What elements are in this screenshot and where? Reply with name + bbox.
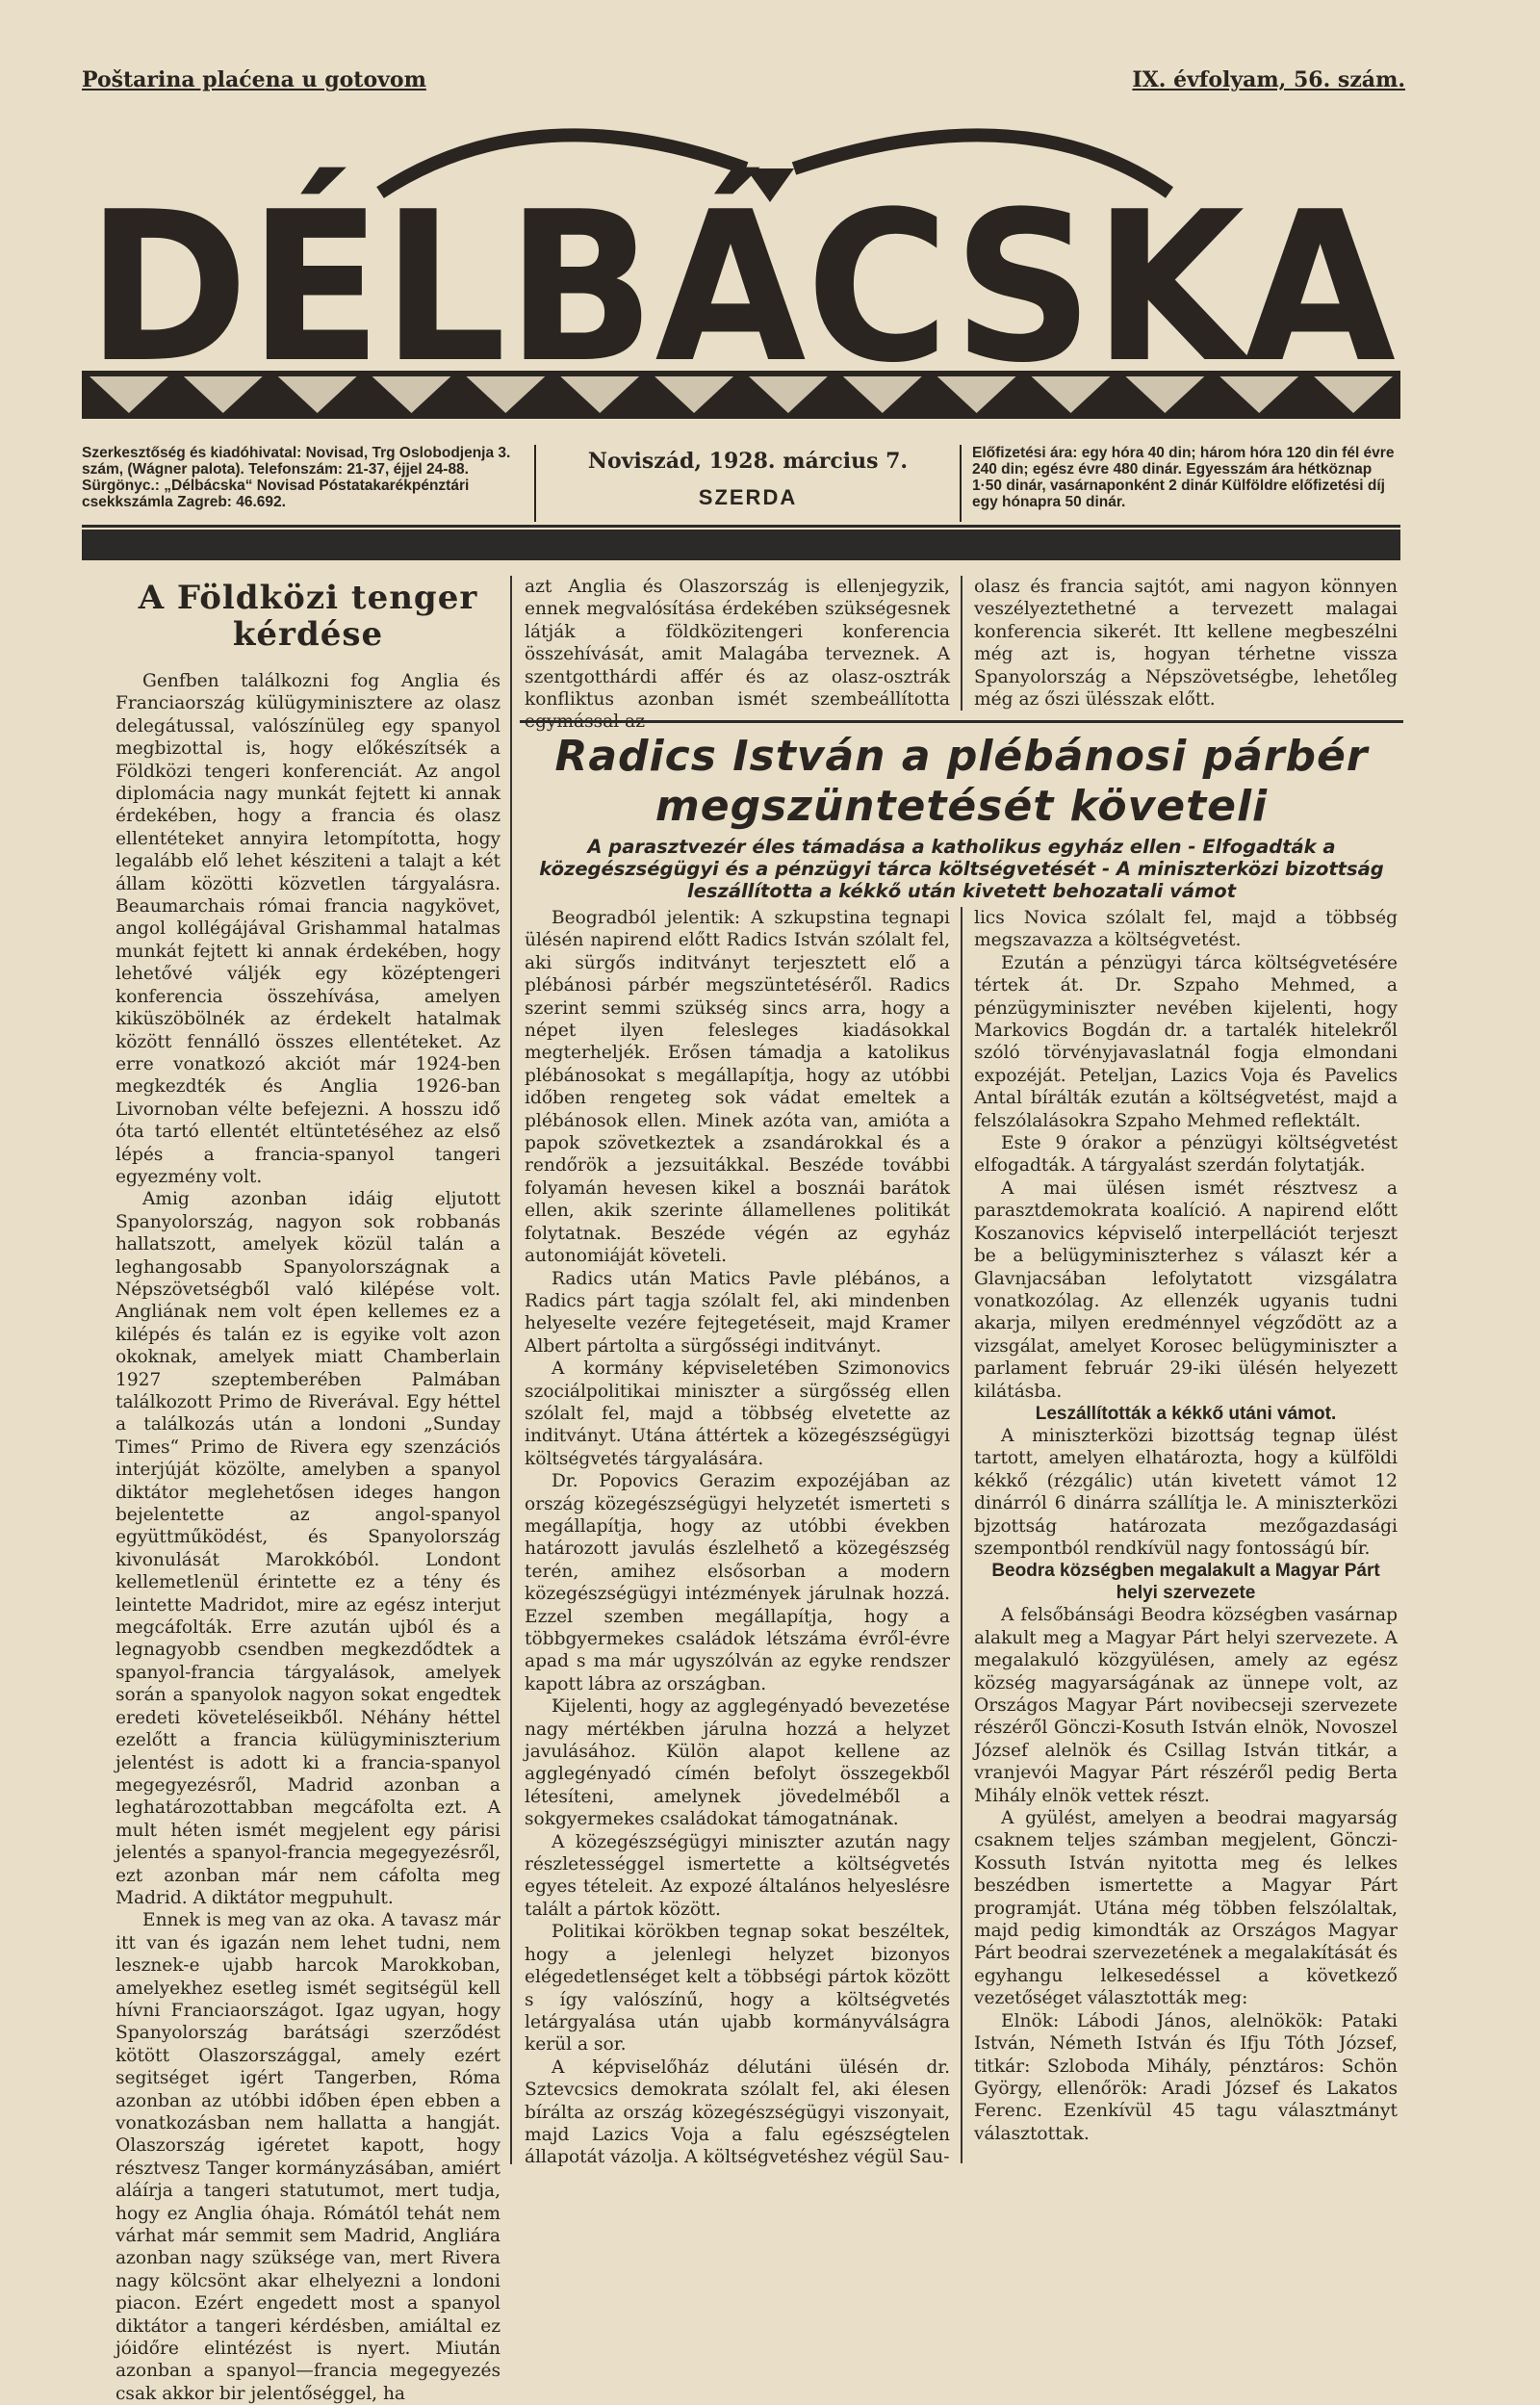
article-paragraph: A közegészségügyi miniszter azután nagy részletességgel ismertette a költségvetés egyes tételeit. Az expozé általános helyeslésre talált a pártok között. <box>525 1831 950 1920</box>
masthead-logo <box>82 111 1400 428</box>
volume-number: IX. évfolyam, 56. szám. <box>1132 67 1405 92</box>
masthead <box>82 111 1400 428</box>
postage-note: Poštarina plaćena u gotovom <box>82 67 426 92</box>
sub-headline: A parasztvezér éles támadása a katholikus egyház ellen - Elfogadták a közegészségügyi és a pénzügyi tárca költségvetését - A miniszterközi bizottság leszállította a kékkő után kivetett behozatali vámot <box>539 836 1384 902</box>
column-divider <box>961 576 962 711</box>
article-paragraph: Amig azonban idáig eljutott Spanyolország, nagyon sok robbanás hallatszott, amelyek közül talán a leghangosabb Spanyolországnak a Népszövetségből való kilépése volt. Angliának nem volt épen kellemes ez a kilépés és talán ez is egyike volt azon okoknak, amelyek miatt Chamberlain 1927 szeptemberében Palmában találkozott Primo de Riverával. Egy héttel a találkozás után a londoni „Sunday Times“ Primo de Rivera egy szenzációs interjúját közölte, amelyben a spanyol diktátor meglehetősen ideges hangon bejelentette az angol-spanyol együttműködést, és Spanyolország kivonulását Marokkóból. Londont kellemetlenül érintette ez a tény és leintette Madridot, mire az egész interjut megcáfolták. Erre azután ujból és a legnagyobb csendben megkezdődtek a spanyol-francia tárgyalások, amelyek során a spanyolok nagyon sokat engedtek eredeti követeléseikből. Néhány héttel ezelőtt a francia külügyminiszterium jelentést is adott ki a francia-spanyol megegyezésről, Madrid azonban a leghatározottabban megcáfolta ezt. A mult héten ismét megjelent egy párisi jelentés a spanyol-francia megegyezésről, ezt azonban már nem cáfolta meg Madrid. A diktátor megpuhult. <box>116 1189 500 1908</box>
article-paragraph: Radics után Matics Pavle plébános, a Radics párt tagja szólalt fel, aki mindenben helyeselte vezére fejtegetéseit, majd Kramer Albert pártolta a sürgősségi inditványt. <box>525 1268 950 1357</box>
article-paragraph: A felsőbánsági Beodra községben vasárnap alakult meg a Magyar Párt helyi szervezete. A megalakuló közgyülésen, amely az egész község magyarságának az ünnepe volt, az Országos Magyar Párt novibecseji szervezete részéről Gönczi-Kosuth István elnök, Novoszel József alelnök és Csillag István titkár, a vranjevói Magyar Párt részéről pedig Berta Mihály elnök vettek részt. <box>974 1605 1398 1806</box>
article-paragraph: Elnök: Lábodi János, alelnökök: Pataki István, Németh István és Ifju Tóth József, titkár: Szloboda Mihály, pénztáros: Schön György, ellenőrök: Aradi József és Lakatos Ferenc. Ezenkívül 45 tagu választmányt választottak. <box>974 2010 1398 2144</box>
article-title: A Földközi tenger kérdése <box>138 579 478 654</box>
article-paragraph: Genfben találkozni fog Anglia és Franciaország külügyminisztere az olasz delegátussal, valószínüleg egy spanyol megbizottal is, hogy előkészítsék a Földközi tengeri konferenciát. Az angol diplomácia nagy munkát fejtett ki annak érdekében, hogy a francia és olasz ellentéteket annyira letompította, hogy legalább elő lehet késziteni a talajt a két állam közötti közvetlen tárgyalásra. Beaumarchais római francia nagykövet, angol kollégájával Grishammal hatalmas munkát fejtett ki annak érdekében, hogy lehetővé váljék egy középtengeri konferencia összehívása, amelyen kiküszöbölnék az érdekelt hatalmak között fennálló összes ellentéteket. Az erre vonatkozó akciót már 1924-ben megkezdték és Anglia 1926-ban Livornoban vélte befejezni. A hosszu idő óta tartó ellentét eltüntetéséhez az első lépés a francia-spanyol tangeri egyezmény volt. <box>116 671 500 1187</box>
column-divider <box>510 576 512 2164</box>
article-paragraph: lics Novica szólalt fel, majd a többség megszavazza a költségvetést. <box>974 908 1398 951</box>
article-paragraph: Este 9 órakor a pénzügyi költségvetést elfogadták. A tárgyalást szerdán folytatják. <box>974 1133 1398 1177</box>
subheading: Leszállították a kékkő utáni vámot. <box>1035 1403 1337 1424</box>
subscription-info: Előfizetési ára: egy hóra 40 din; három hóra 120 din fél évre 240 din; egész évre 480 dinár. Egyesszám ára hétköznap 1·50 dinár, vasárnaponként 2 dinár Külföldre előfizetési díj egy hónapra 50 dinár. <box>972 445 1395 510</box>
heavy-divider <box>82 530 1400 560</box>
info-bar <box>82 445 1400 527</box>
article-paragraph: Politikai körökben tegnap sokat beszéltek, hogy a jelenlegi helyzet bizonyos elégedetlenséget kelt a többségi pártok között s így valószínű, hogy a költségvetés letárgyalása után ujabb kormányválságra kerül a sor. <box>525 1922 950 2056</box>
article-paragraph: A gyülést, amelyen a beodrai magyarság csaknem teljes számban megjelent, Gönczi-Kossuth István nyitotta meg és lelkes beszédben ismertette a Magyar Párt programját. Utána még többen felszólaltak, majd pedig kimondták az Országos Magyar Párt beodrai szervezetének a megalakítását és egyhangu lelkesedéssel a következő vezetőséget választották meg: <box>974 1808 1398 2009</box>
article-paragraph: Beogradból jelentik: A szkupstina tegnapi ülésén napirend előtt Radics István szólalt fel, aki sürgős inditványt terjesztett elő a plébánosi párbér megszüntetéséről. Radics szerint semmi szükség sincs arra, hogy a népet ilyen felesleges kiadásokkal megterheljék. Erősen támadja a katolikus plébánosokat s megállapítja, hogy az utóbbi időben rengeteg sok vádat emeltek a plébánosok ellen. Minek azóta van, amióta a papok szövetkeztek a zsandárokkal és a rendőrök a jezsuitákkal. Beszéde további folyamán hevesen kikel a bosznái barátok ellen, akik szerinte államellenes politikát folytatnak. Beszéde végén az egyház autonomiáját követeli. <box>525 908 950 1267</box>
masthead-title: DÉLBÁCSKA <box>87 167 1400 408</box>
main-headline: Radics István a plébánosi párbér megszüntetését követeli <box>554 732 1369 831</box>
article-paragraph: Ezután a pénzügyi tárca költségvetésére tértek át. Dr. Szpaho Mehmed, a pénzügyminiszter nevében kijelenti, hogy Markovics Bogdán dr. a tartalék hitelekről szóló törvényjavaslatnál fogja elmondani expozéját. Peteljan, Lazics Voja és Pavelics Antal bírálták ezután a költségvetést, majd a felszólalásokra Szpaho Mehmed reflektált. <box>974 952 1398 1131</box>
top-line <box>82 67 1405 96</box>
article-paragraph: Ennek is meg van az oka. A tavasz már itt van és igazán nem lehet tudni, nem lesznek-e ujabb harcok Marokkoban, amelyekhez esetleg ismét segitségül kell hívni Franciaországot. Igaz ugyan, hogy Spanyolország barátsági szerződést kötött Olaszországgal, amely ezért segitséget igért Tangerben, Róma azonban az utóbbi időben épen ebben a vonatkozásban nem hallatta a hangját. Olaszország igéretet kapott, hogy résztvesz Tanger kormányzásában, amiért aláírja a tangeri statutumot, mert tudja, hogy ez Anglia óhaja. Rómától tehát nem várhat már semmit sem Madrid, Angliára azonban nagy szüksége van, mert Rivera nagy kölcsönt akar elhelyezni a londoni piacon. Ezért engedett most a spanyol diktátor a tangeri kérdésben, amiáltal ez jóidőre elintézést is nyert. Miután azonban a spanyol—francia megegyezés csak akkor bir jelentőséggel, ha <box>116 1910 500 2404</box>
divider <box>82 525 1400 528</box>
article-paragraph: A kormány képviseletében Szimonovics szociálpolitikai miniszter a sürgősség ellen szólalt fel, majd a többség elvetette az inditványt. Utána áttértek a közegészségügyi költségvetés tárgyalására. <box>525 1358 950 1469</box>
subheading: Beodra községben megalakult a Magyar Párt helyi szervezete <box>991 1561 1380 1604</box>
article-paragraph: A mai ülésen ismét résztvesz a parasztdemokrata koalíció. A napirend előtt Koszanovics képviselő interpellációt terjeszt be a belügyminiszterhez s választ kér a Glavnjacsában lefolytatott vizsgálatra vonatkozólag. Az ellenzék ugyanis tudni akarja, milyen eredménnyel végződött az a vizsgálat, amelyet Korosec belügyminiszter a parlament február 29-iki ülésén helyezett kilátásba. <box>974 1177 1398 1402</box>
continuation-text: azt Anglia és Olaszország is ellenjegyzik, ennek megvalósítása érdekében szükségesnek látják a földközitengeri konferencia összehívását, amit Malagába terveznek. A szentgotthárdi affér és az olasz-osztrák konfliktus azonban ismét szembeállította <box>525 577 950 711</box>
article-continuation <box>974 576 1398 711</box>
continuation-text: olasz és francia sajtót, ami nagyon könnyen veszélyeztethetné a tervezett malagai konferencia sikerét. Itt kellene megbeszélni még azt is, hogyan térhetne vissza Spanyolország a Népszövetségbe, lehetőleg még az őszi ülésszak előtt. <box>974 577 1398 711</box>
date-box <box>534 445 962 522</box>
article-paragraph: Dr. Popovics Gerazim expozéjában az ország közegészségügyi helyzetét ismerteti s megállapítja, hogy az utóbbi években határozott javulás észlelhető a közegészség terén, amihez elsősorban a modern közegészségügyi intézmények járulnak hozzá. Ezzel szemben megállapítja, hogy a többgyermekes családok létszáma évről-évre apad s ma már ugyszólván az egyke rendszer kapott lábra az országban. <box>525 1471 950 1694</box>
article-continuation <box>525 576 950 734</box>
headline-rule <box>520 720 1403 723</box>
article-paragraph: A miniszterközi bizottság tegnap ülést tartott, amelyen elhatározta, hogy a külföldi kékkő (rézgálic) után kivetett vámot 12 dinárról 6 dinárra szállítja le. A miniszterközi bjzottság határozata mezőgazdasági szempontból rendkívül nagy fontosságú bír. <box>974 1425 1398 1559</box>
issue-day: SZERDA <box>698 485 798 509</box>
article-radics-col <box>974 907 1398 2145</box>
column-divider <box>961 907 962 2163</box>
article-paragraph: Kijelenti, hogy az agglegényadó bevezetése nagy mértékben járulna hozzá a helyzet javulásához. Külön alapot kellene az agglegényadó címén befolyt összegekből létesíteni, amelynek jövedelméből a sokgyermekes családokat támogatnának. <box>525 1696 950 1830</box>
issue-date: Noviszád, 1928. március 7. <box>587 449 909 474</box>
article-radics-col <box>525 907 950 2169</box>
article-foldkozi <box>116 576 500 2405</box>
article-paragraph: A képviselőház délutáni ülésén dr. Sztevcsics demokrata szólalt fel, aki élesen bírálta az ország közegészségügyi viszonyait, majd Lazics Voja a falu egészségtelen állapotát vázolja. A költségvetéshez végül Sau- <box>525 2056 950 2168</box>
editorial-info: Szerkesztőség és kiadóhivatal: Novisad, Trg Oslobodjenja 3. szám, (Wágner palota). Telefonszám: 21-37, éjjel 24-88. Sürgönyc.: „Délbácska“ Novisad Póstatakarékpénztári csekkszámla Zagreb: 46.692. <box>82 445 511 510</box>
